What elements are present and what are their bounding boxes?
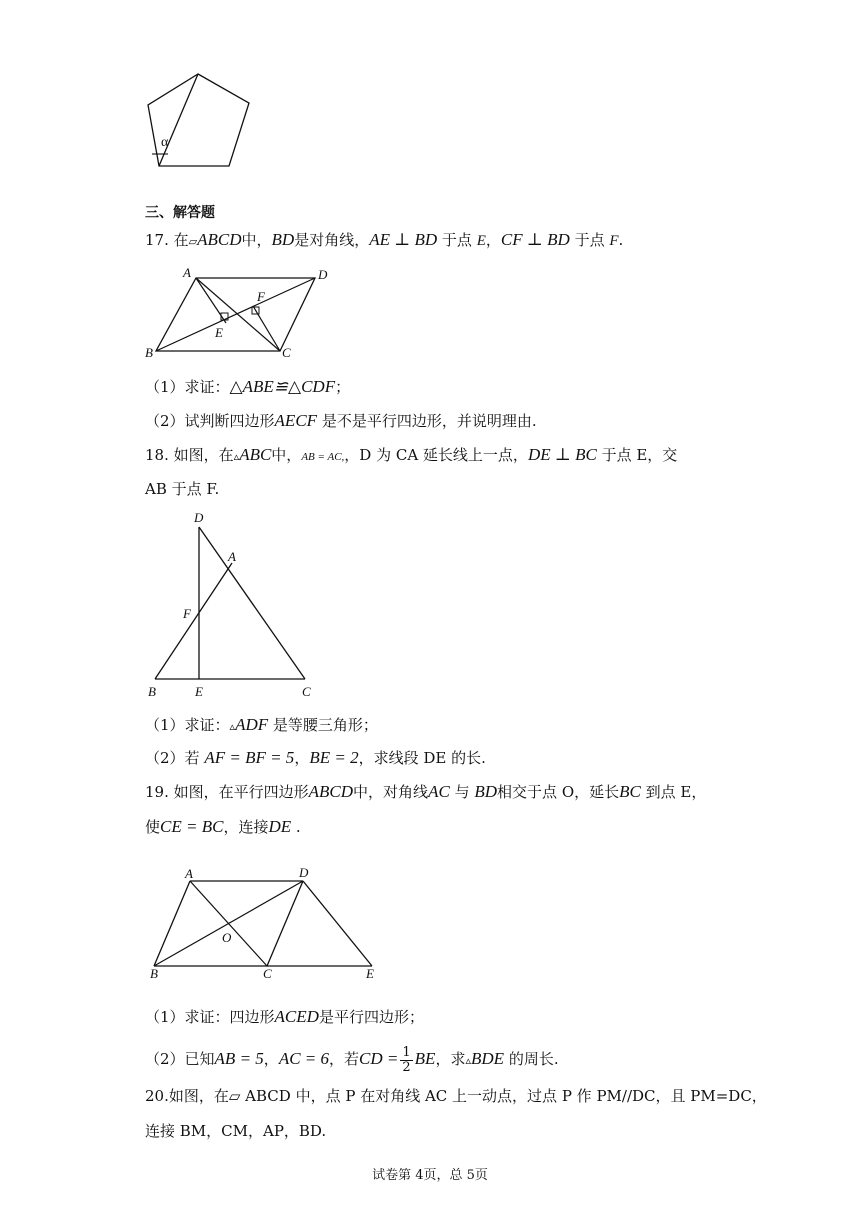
q18-label-f: F (183, 606, 191, 621)
pentagon-figure (140, 68, 260, 172)
q17-statement: 17. 在▱ABCD中，BD是对角线，AE ⊥ BD 于点 E，CF ⊥ BD 于点 F. (145, 230, 624, 249)
q19-side-dc (267, 881, 303, 966)
q19-label-a: A (185, 866, 193, 881)
q19-fraction: $\frac{1}{2}$ (402, 1044, 411, 1075)
q19-part1: （1）求证：四边形ACED是平行四边形； (145, 1007, 424, 1026)
q18-line-cd (199, 527, 305, 679)
q19-label-o: O (222, 930, 232, 945)
q17-part1: （1）求证：△ABE≌△CDF； (145, 377, 351, 396)
q18-part1: （1）求证：▵ADF 是等腰三角形； (145, 715, 378, 734)
q19-label-e: E (366, 966, 374, 980)
q19-statement-line2: 使CE = BC，连接DE . (145, 817, 301, 836)
q18-label-c: C (302, 684, 311, 699)
q17-label-a: A (183, 265, 191, 280)
q18-part2: （2）若 AF = BF = 5，BE = 2，求线段 DE 的长. (145, 748, 486, 767)
q17-segment-cf (253, 306, 280, 351)
q18-statement-line1: 18. 如图，在▵ABC中，AB = AC,，D 为 CA 延长线上一点，DE ⊥ BC 于点 E，交 (145, 445, 678, 464)
q18-label-a: A (228, 549, 236, 564)
q18-label-e: E (195, 684, 203, 699)
q17-label-e: E (215, 325, 223, 340)
q19-label-b: B (150, 966, 158, 980)
q18-label-b: B (148, 684, 156, 699)
q17-label-d: D (318, 267, 328, 282)
alpha-label: α (161, 135, 169, 150)
section-heading: 三、解答题 (145, 205, 215, 221)
q19-diagonal-bd (154, 881, 303, 966)
q17-diagonal-bd (156, 278, 315, 351)
q18-label-d: D (194, 510, 204, 525)
q18-figure (140, 505, 330, 700)
q17-label-c: C (282, 345, 291, 360)
q17-label-f: F (257, 289, 265, 304)
pentagon-shape (148, 74, 249, 166)
q20-statement-line1: 20.如图，在▱ ABCD 中，点 P 在对角线 AC 上一动点，过点 P 作 PM//DC，且 PM=DC， (145, 1087, 767, 1105)
q20-statement-line2: 连接 BM，CM，AP，BD. (145, 1122, 327, 1140)
q18-statement-line2: AB 于点 F. (145, 480, 220, 498)
q19-side-ab (154, 881, 190, 966)
q19-statement-line1: 19. 如图，在平行四边形ABCD中，对角线AC 与 BD相交于点 O，延长BC 到点 E， (145, 782, 707, 801)
q17-figure (140, 265, 340, 365)
q17-label-b: B (145, 345, 153, 360)
pentagon-diagonal (159, 74, 198, 166)
q17-part2: （2）试判断四边形AECF 是不是平行四边形，并说明理由. (145, 411, 537, 430)
q19-part2: （2）已知AB = 5，AC = 6，若CD = $\frac{1}{2}$ BE，求▵BDE 的周长. (145, 1044, 559, 1075)
q18-side-ab (155, 563, 232, 679)
q19-label-d: D (299, 865, 309, 880)
q19-segment-de (303, 881, 372, 966)
page-footer: 试卷第 4页，总 5页 (372, 1168, 488, 1183)
q19-label-c: C (263, 966, 272, 980)
q19-figure (140, 860, 385, 980)
q17-segment-ac (196, 278, 280, 351)
